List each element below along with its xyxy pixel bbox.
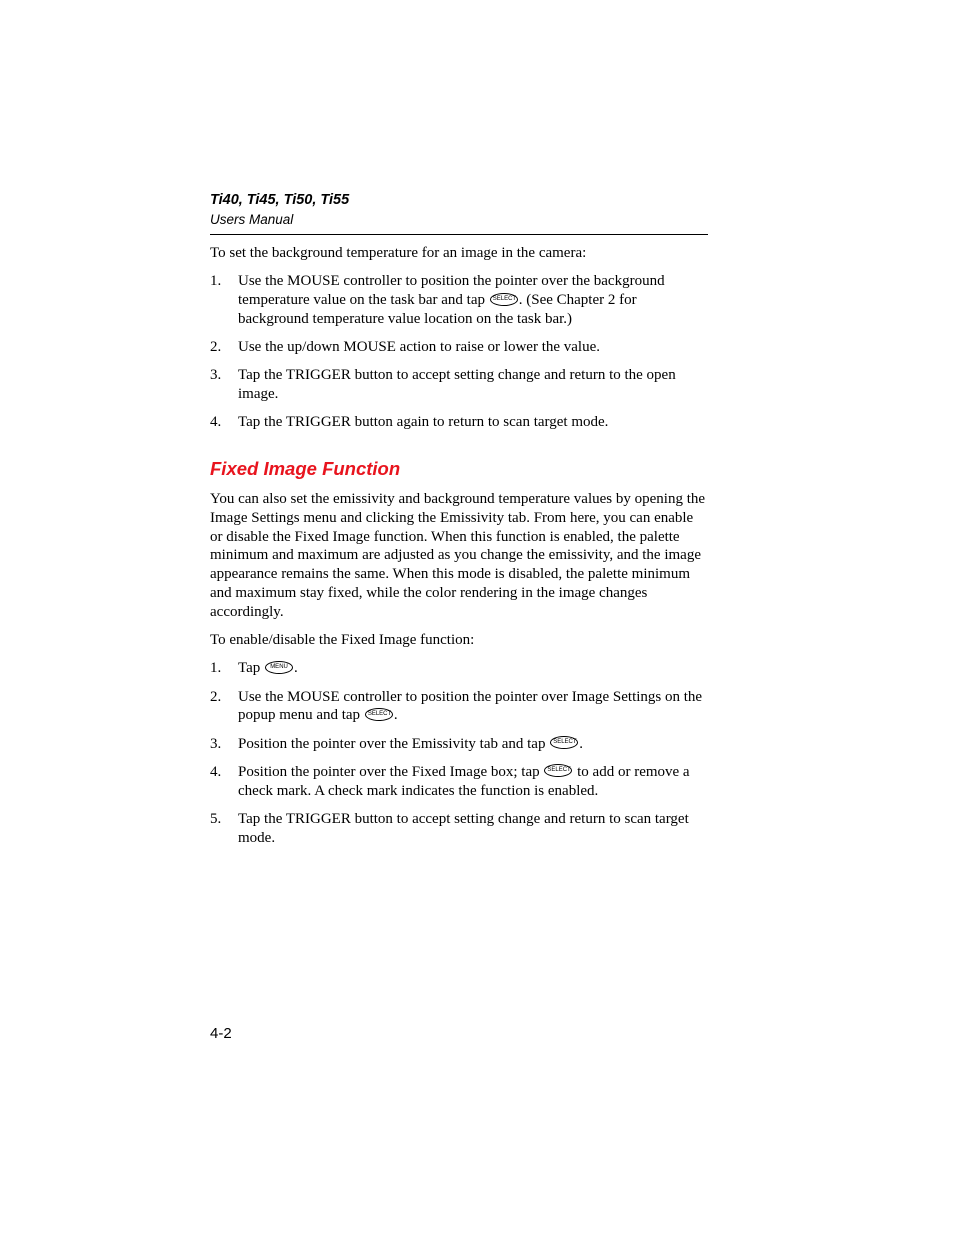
header-rule xyxy=(210,234,708,235)
list-item xyxy=(210,659,708,678)
step-number: 5. xyxy=(210,810,222,827)
step-number: 2. xyxy=(210,688,222,705)
list-item xyxy=(210,763,708,801)
step-number: 3. xyxy=(210,735,222,752)
step-number: 4. xyxy=(210,763,222,780)
running-header xyxy=(210,191,708,229)
page-content xyxy=(210,244,708,857)
menu-key-icon: MENU xyxy=(265,661,293,674)
section-lead: To enable/disable the Fixed Image function: xyxy=(210,632,475,649)
select-key-icon: SELECT xyxy=(550,736,578,749)
list-item xyxy=(210,413,708,432)
step-number: 3. xyxy=(210,367,222,384)
intro-paragraph: To set the background temperature for an image in the camera: xyxy=(210,245,587,261)
list-item xyxy=(210,735,708,754)
step-number: 1. xyxy=(210,660,222,677)
select-key-icon: SELECT xyxy=(544,764,572,777)
page-number: 4-2 xyxy=(210,1025,232,1042)
step-text: . xyxy=(393,707,398,724)
list-item xyxy=(210,338,708,357)
step-text: Tap the TRIGGER button to accept setting change and return to scan target mode. xyxy=(238,810,689,846)
step-text: Position the pointer over the Emissivity tab and tap xyxy=(238,735,546,752)
step-text: . (See Chapter 2 for background temperature value location on the task bar.) xyxy=(238,292,637,327)
list-item xyxy=(210,272,708,328)
step-number: 1. xyxy=(210,273,222,290)
fixed-image-steps xyxy=(210,659,708,847)
step-text: Use the up/down MOUSE action to raise or lower the value. xyxy=(238,339,600,356)
list-item xyxy=(210,810,708,848)
step-number: 4. xyxy=(210,414,222,431)
step-text: Use the MOUSE controller to position the pointer over Image Settings on the popup menu and tap xyxy=(238,688,703,724)
step-text: to add or remove a check mark. A check mark indicates the function is enabled. xyxy=(238,763,690,799)
section-body: You can also set the emissivity and background temperature values by opening the Image Settings menu and clicking the Emissivity tab. From here, you can enable or disable the Fixed Image function. When this function is enabled, the palette minimum and maximum are adjusted as you change the emissivity, and the image appearance remains the same. When this mode is disabled, the palette minimum and maximum stay fixed, while the color rendering in the image changes accordingly. xyxy=(210,491,706,620)
manual-title: Users Manual xyxy=(210,212,294,227)
step-text: Tap the TRIGGER button to accept setting change and return to the open image. xyxy=(238,367,676,403)
background-temperature-steps xyxy=(210,272,708,432)
list-item xyxy=(210,366,708,404)
step-text: Use the MOUSE controller to position the pointer over the background temperature value on the task bar and tap xyxy=(238,273,665,309)
select-key-icon: SELECT xyxy=(490,293,518,306)
step-text: Tap xyxy=(238,660,261,677)
product-models: Ti40, Ti45, Ti50, Ti55 xyxy=(210,192,350,208)
step-text: . xyxy=(294,660,298,677)
step-number: 2. xyxy=(210,339,222,356)
step-text: Tap the TRIGGER button again to return to scan target mode. xyxy=(238,414,609,431)
step-text: Position the pointer over the Fixed Image box; tap xyxy=(238,763,540,780)
section-heading: Fixed Image Function xyxy=(210,458,401,480)
select-key-icon: SELECT xyxy=(365,708,393,721)
list-item xyxy=(210,688,708,726)
step-text: . xyxy=(579,735,583,752)
